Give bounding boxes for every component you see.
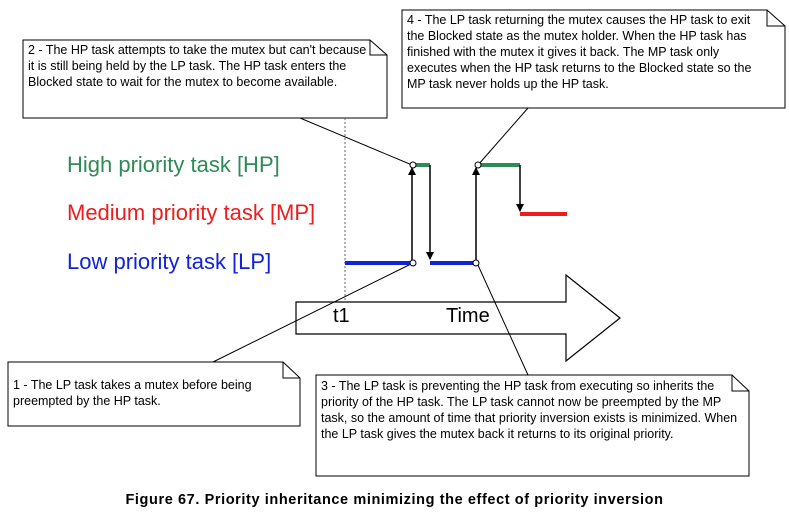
mutex-take-marker bbox=[410, 260, 416, 266]
note-2-text: 2 - The HP task attempts to take the mutex but can't because it is still being held by the LP task. The HP task enters the Blocked state to wait for the mutex to become available. bbox=[28, 43, 367, 89]
note-4-text: 4 - The LP task returning the mutex causes the HP task to exit the Blocked state as the mutex holder. When the HP task has finished with the mutex it gives it back. The MP task only executes when the HP task returns to the Blocked state so the MP task never holds up the HP task. bbox=[407, 13, 752, 91]
mutex-acquire-marker bbox=[475, 162, 481, 168]
t1-label: t1 bbox=[333, 305, 350, 327]
time-label: Time bbox=[446, 305, 490, 327]
hp-task-label: High priority task [HP] bbox=[67, 152, 280, 177]
mutex-give-marker bbox=[473, 260, 479, 266]
note-1-text: 1 - The LP task takes a mutex before being preempted by the HP task. bbox=[13, 378, 252, 408]
callout-line-note-2 bbox=[300, 118, 412, 165]
note-3-text: 3 - The LP task is preventing the HP task from executing so inherits the priority of the HP task. The LP task cannot now be preempted by the MP task, so the amount of time that priority inversion exists is minimized. When the LP task gives the mutex back it returns to its original priority. bbox=[321, 379, 738, 441]
mutex-attempt-marker bbox=[410, 162, 416, 168]
mp-task-label: Medium priority task [MP] bbox=[67, 200, 316, 225]
lp-task-label: Low priority task [LP] bbox=[67, 249, 272, 274]
figure-caption: Figure 67. Priority inheritance minimizing the effect of priority inversion bbox=[125, 492, 664, 508]
callout-line-note-4 bbox=[478, 108, 528, 165]
